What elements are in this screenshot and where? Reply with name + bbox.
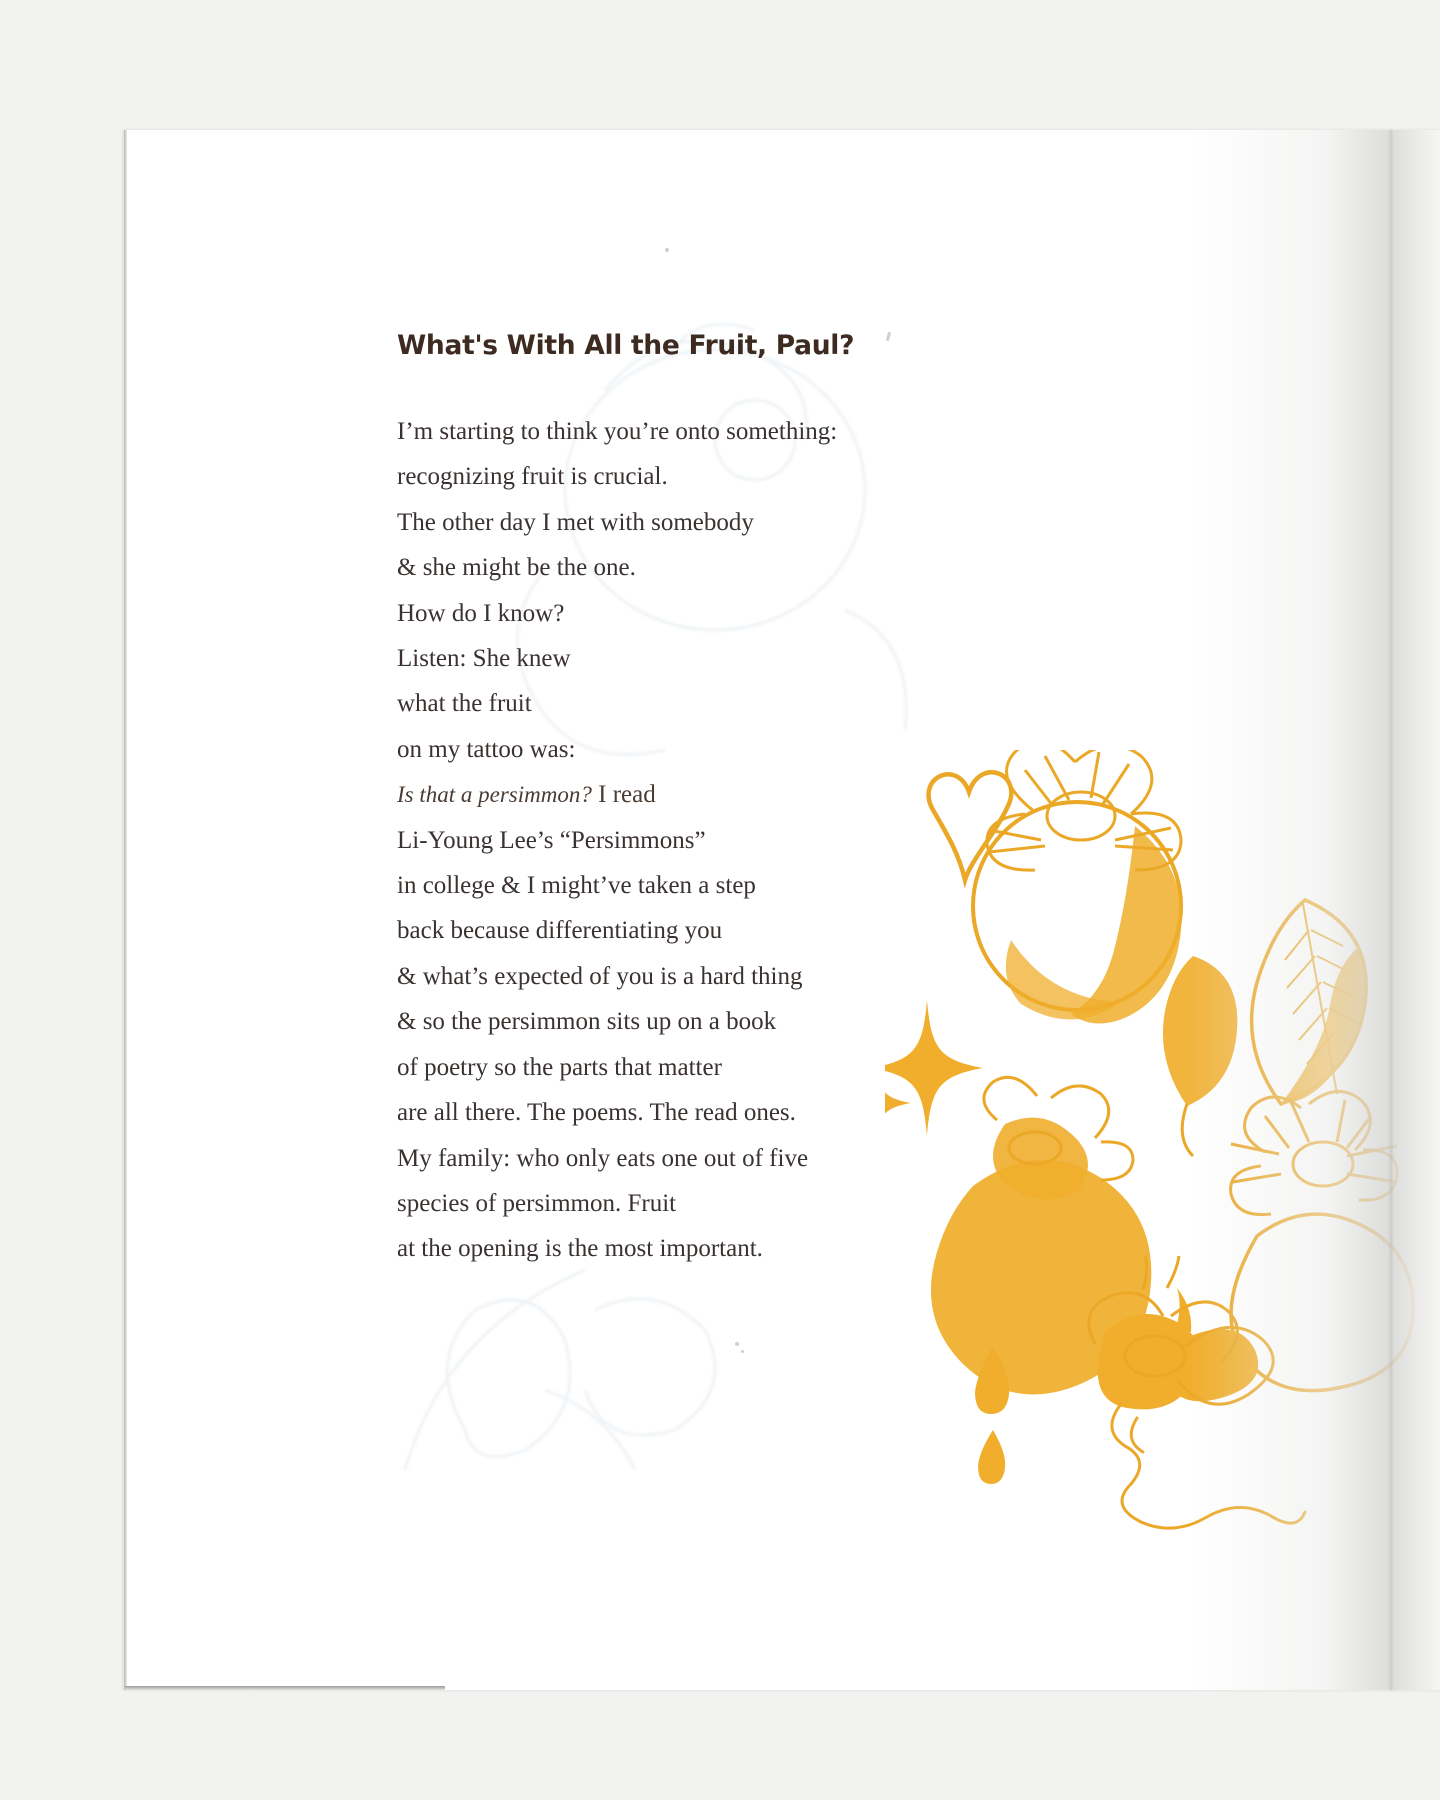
poem-line: are all there. The poems. The read ones.: [397, 1099, 796, 1127]
poem-line-italic-text: Is that a persimmon?: [397, 782, 592, 808]
poem-body: [397, 330, 917, 1272]
outlined-persimmon-with-flower: [1231, 1091, 1413, 1390]
four-point-sparkle-large: [885, 1000, 983, 1136]
poem-line: & what’s expected of you is a hard thing: [397, 962, 803, 990]
page-bottom-edge: [125, 1686, 445, 1690]
poem-line: species of persimmon. Fruit: [397, 1189, 677, 1217]
poem-line: & she might be the one.: [397, 554, 636, 582]
illustration-group: [885, 750, 1440, 1550]
scan-speck: [665, 248, 669, 252]
scan-speck: [735, 1342, 739, 1346]
poem-line-italic: [397, 772, 917, 817]
poem-line: at the opening is the most important.: [397, 1235, 763, 1263]
flower-head: [1231, 1091, 1398, 1214]
page-left-edge: [124, 130, 127, 1690]
poem-line-italic-trailing: I read: [591, 781, 656, 809]
poem-line: of poetry so the parts that matter: [397, 1053, 722, 1081]
teardrop-small: [978, 1430, 1005, 1484]
poem-line: back because differentiating you: [397, 917, 723, 945]
book-page: [125, 130, 1440, 1690]
poem-line: in college & I might’ve taken a step: [397, 872, 756, 900]
poem-line: I’m starting to think you’re onto something:: [397, 418, 838, 445]
book-gutter-fold: [1390, 130, 1392, 1690]
small-leaf: [1163, 956, 1237, 1156]
poem-line: Li-Young Lee’s “Persimmons”: [397, 826, 706, 854]
poem-line: on my tattoo was:: [397, 735, 576, 763]
poem-line: & so the persimmon sits up on a book: [397, 1008, 777, 1036]
feather-leaf: [1252, 900, 1367, 1104]
page-title: What's With All the Fruit, Paul?: [397, 330, 855, 361]
poem-line: How do I know?: [397, 599, 565, 627]
poem-line: recognizing fruit is crucial.: [397, 463, 668, 491]
scan-speck: [741, 1350, 744, 1353]
poem-line: The other day I met with somebody: [397, 508, 754, 536]
poem-line: My family: who only eats one out of five: [397, 1144, 809, 1172]
persimmon-with-calyx: [973, 750, 1182, 1024]
poem-line: what the fruit: [397, 690, 532, 718]
poem-line: Listen: She knew: [397, 645, 571, 673]
